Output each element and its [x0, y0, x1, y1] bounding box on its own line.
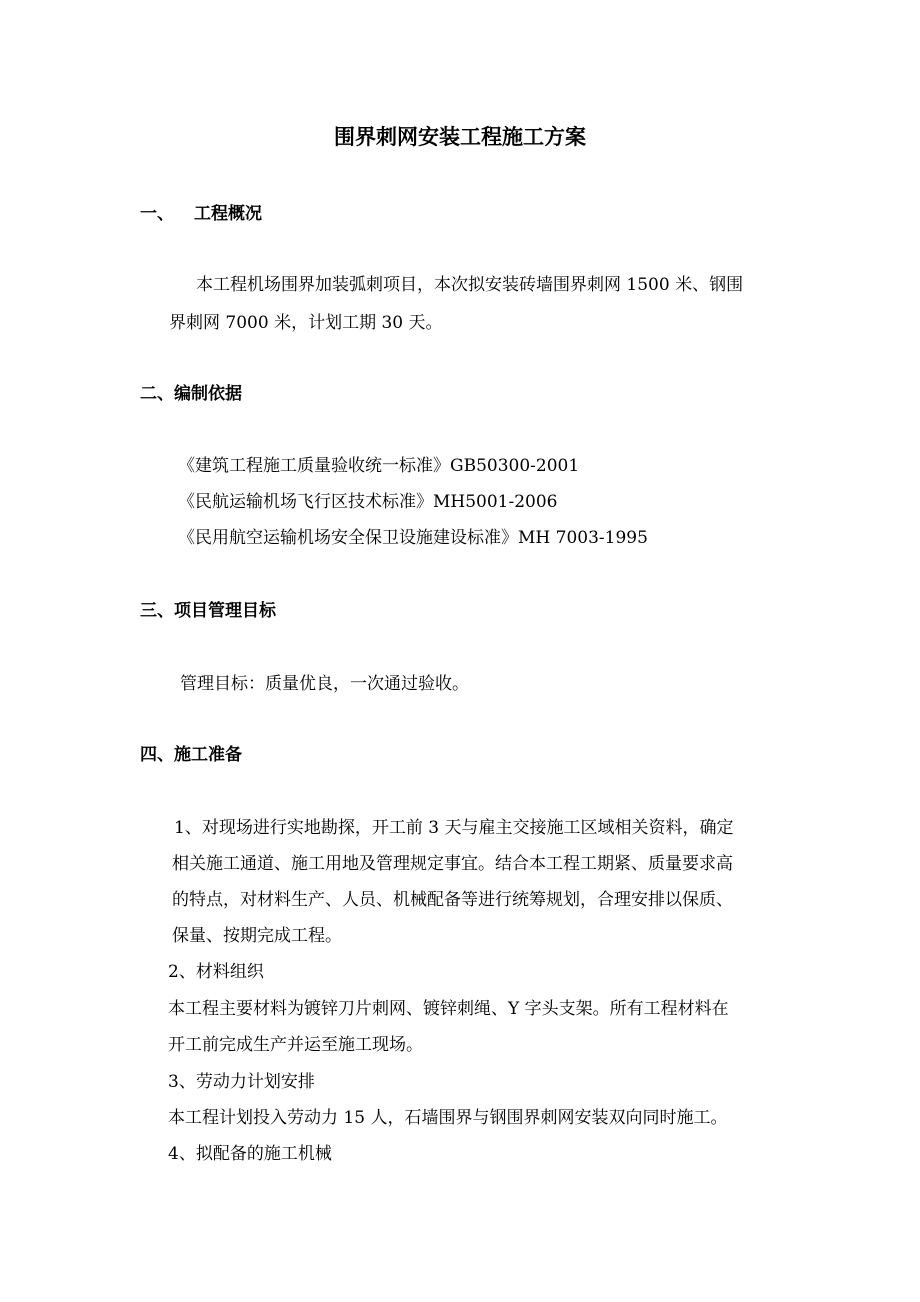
section-1-number: 一、: [140, 204, 174, 224]
section-2-number: 二、: [140, 384, 174, 404]
section-2-heading: [140, 386, 242, 403]
prep-subheading-machinery: 4、拟配备的施工机械: [168, 1144, 332, 1164]
section-1-heading: 工程概况: [194, 204, 262, 224]
section-3-number: 三、: [140, 601, 174, 621]
section-4-heading: [140, 747, 242, 764]
section-2-title: 编制依据: [174, 384, 242, 404]
prep-line-materials-2: 开工前完成生产并运至施工现场。: [168, 1035, 423, 1055]
prep-line-2: 相关施工通道、施工用地及管理规定事宜。结合本工程工期紧、质量要求高: [172, 854, 733, 874]
prep-line-1: 1、对现场进行实地勘探，开工前 3 天与雇主交接施工区域相关资料，确定: [174, 818, 734, 838]
management-goal: 管理目标：质量优良，一次通过验收。: [180, 674, 469, 694]
prep-line-4: 保量、按期完成工程。: [172, 926, 342, 946]
prep-subheading-labor: 3、劳动力计划安排: [168, 1072, 315, 1092]
prep-line-materials-1: 本工程主要材料为镀锌刀片刺网、镀锌刺绳、Y 字头支架。所有工程材料在: [168, 999, 729, 1019]
section-3-title: 项目管理目标: [174, 601, 276, 621]
prep-subheading-materials: 2、材料组织: [168, 962, 264, 982]
reference-standard-3: 《民用航空运输机场安全保卫设施建设标准》MH 7003-1995: [178, 528, 648, 548]
section-1-line-1: 本工程机场围界加装弧刺项目，本次拟安装砖墙围界刺网 1500 米、钢围: [196, 275, 744, 295]
document-title: 围界刺网安装工程施工方案: [334, 124, 586, 149]
section-1-line-2: 界刺网 7000 米，计划工期 30 天。: [169, 313, 443, 333]
reference-standard-2: 《民航运输机场飞行区技术标准》MH5001-2006: [178, 492, 558, 512]
section-4-number: 四、: [140, 745, 174, 765]
prep-line-3: 的特点，对材料生产、人员、机械配备等进行统筹规划，合理安排以保质、: [172, 890, 733, 910]
prep-line-labor: 本工程计划投入劳动力 15 人，石墙围界与钢围界刺网安装双向同时施工。: [168, 1108, 728, 1128]
reference-standard-1: 《建筑工程施工质量验收统一标准》GB50300-2001: [178, 456, 580, 476]
section-3-heading: [140, 603, 276, 620]
section-4-title: 施工准备: [174, 745, 242, 765]
